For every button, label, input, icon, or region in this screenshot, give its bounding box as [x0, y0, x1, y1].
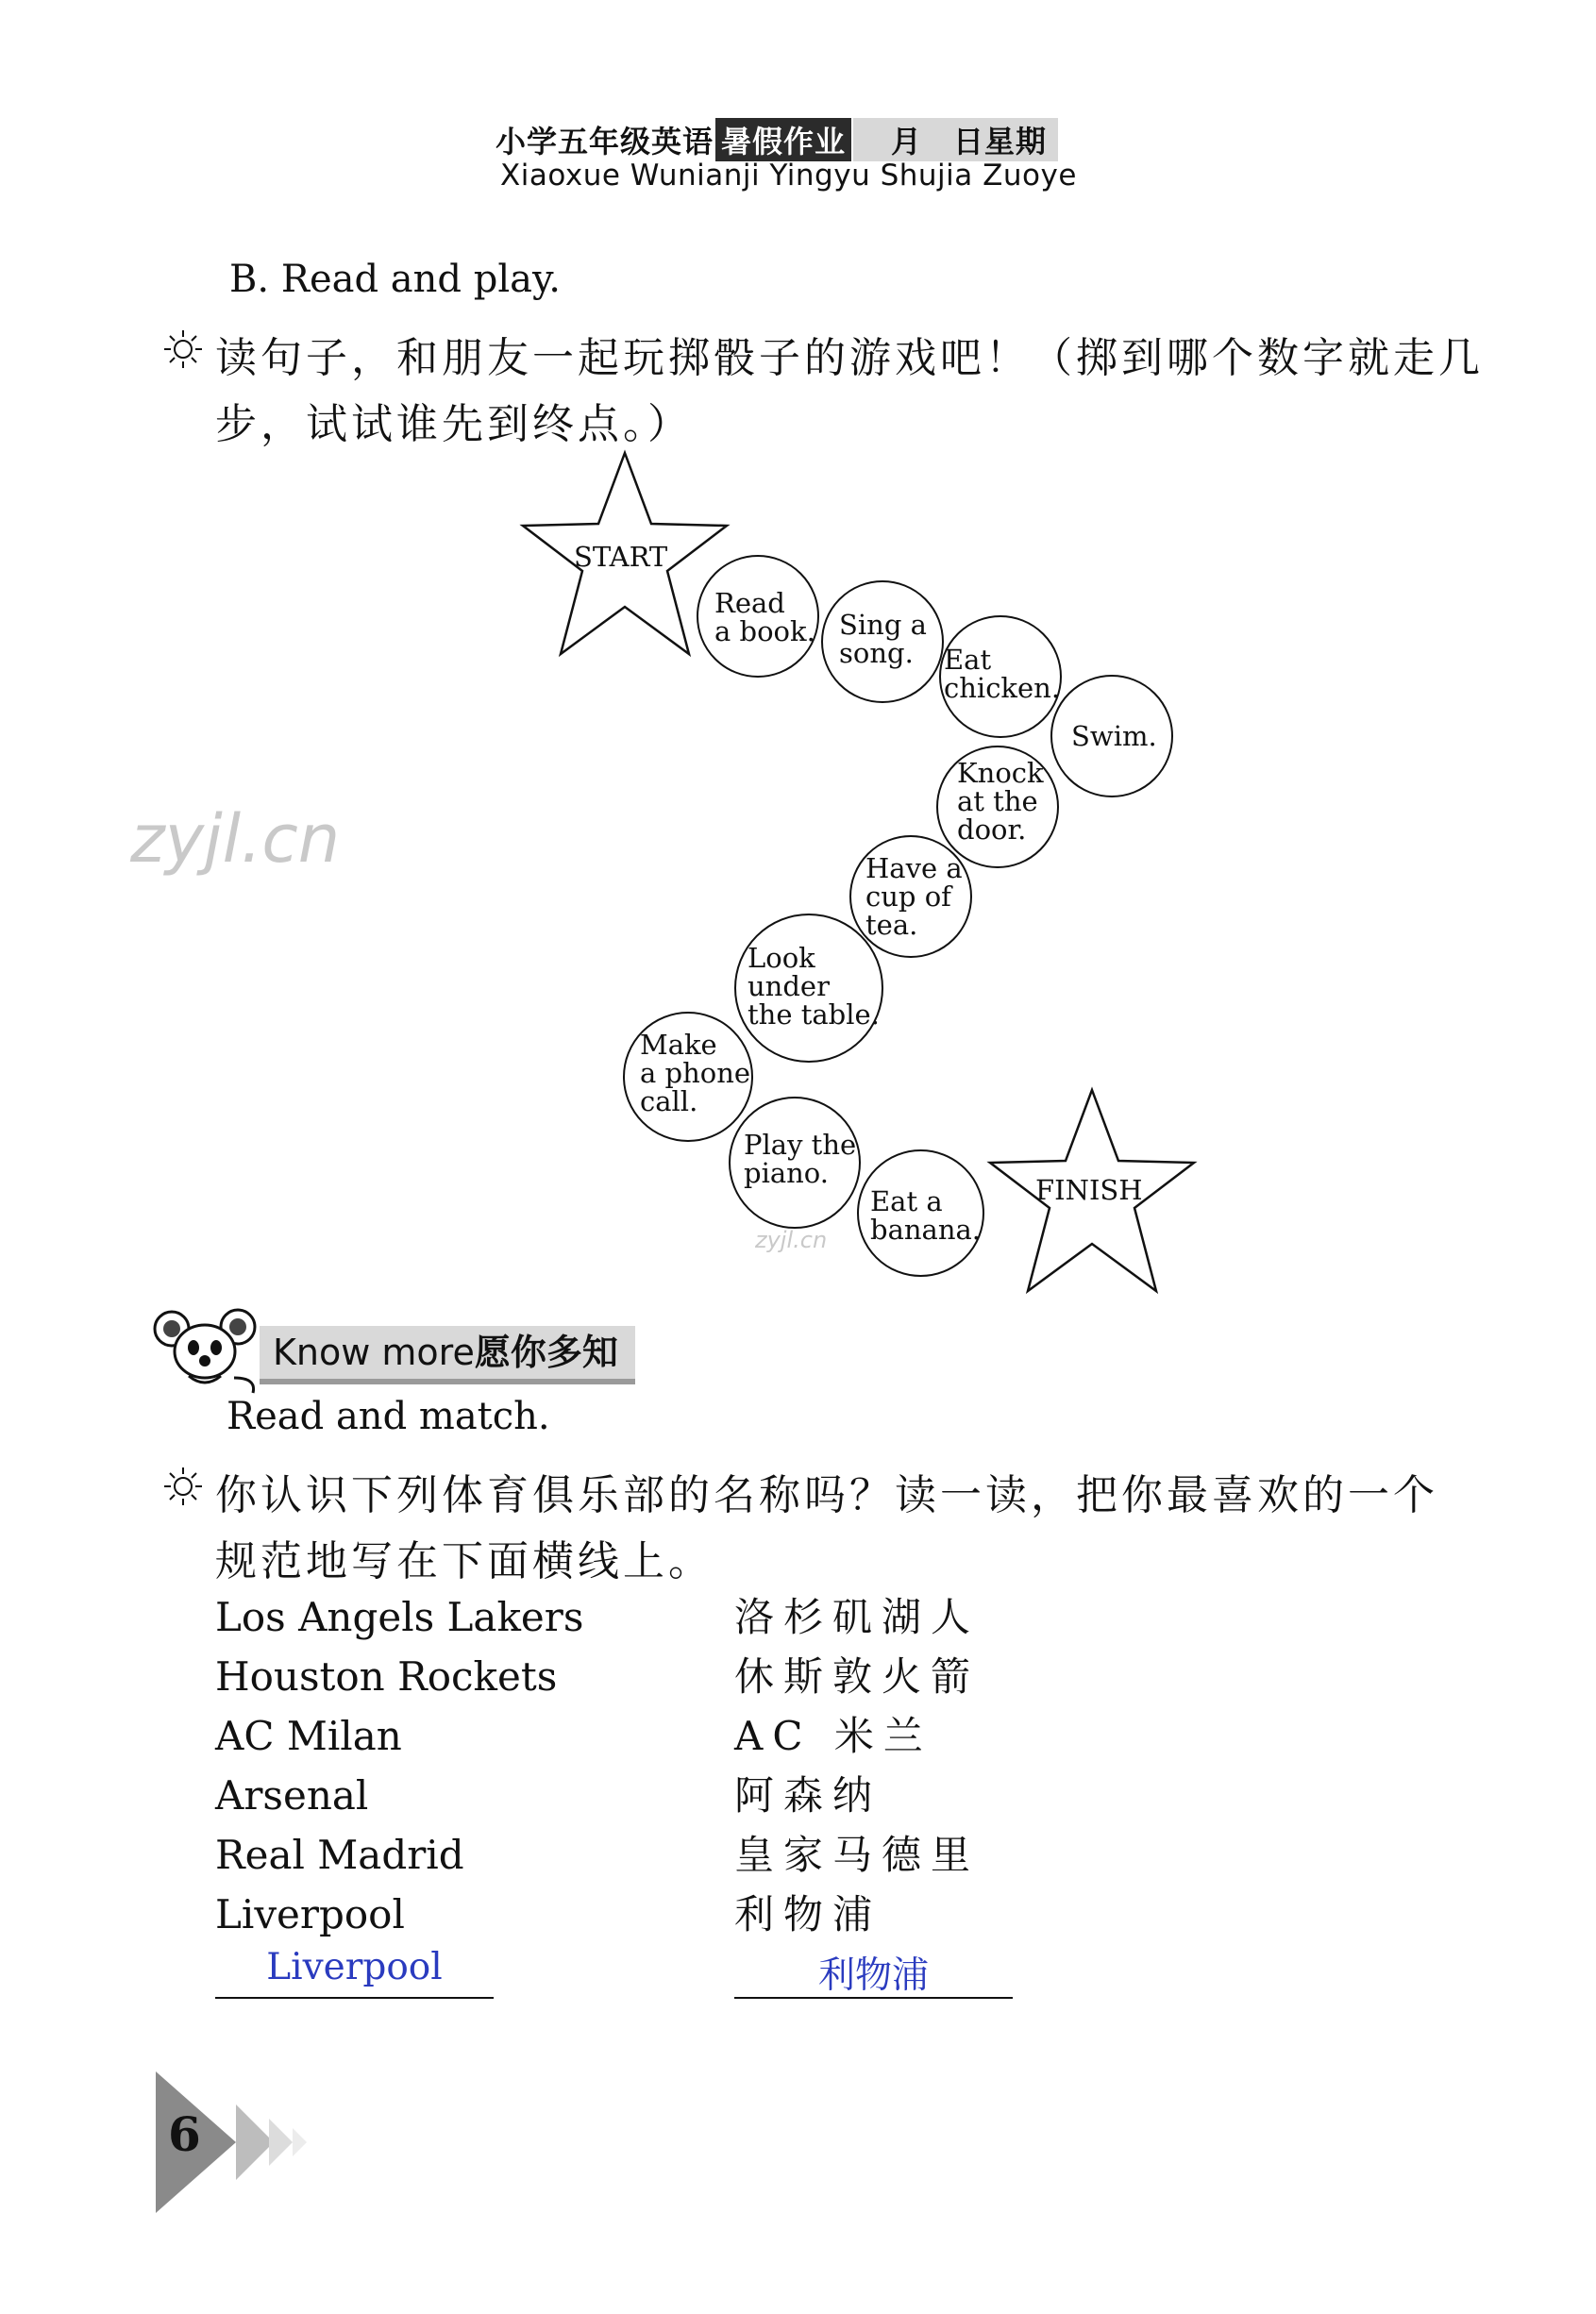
club-cn-item: 洛杉矶湖人 [734, 1594, 981, 1640]
header-title [496, 118, 1058, 161]
step-circle [623, 1012, 753, 1142]
finish-label: FINISH [1035, 1174, 1143, 1206]
step-label: Eat a banana. [870, 1185, 982, 1246]
step-label: Play the piano. [744, 1129, 857, 1189]
step-circle [936, 746, 1059, 868]
sun-icon [162, 328, 204, 370]
step-circle [849, 835, 972, 958]
club-en-item: Real Madrid [215, 1832, 464, 1878]
step-label: Read a book. [714, 587, 815, 647]
club-en-item: Los Angels Lakers [215, 1594, 584, 1640]
know-more-banner-cn: 愿你多知 [474, 1332, 618, 1373]
club-en-item: Houston Rockets [215, 1653, 558, 1700]
step-label: Eat chicken. [944, 644, 1061, 704]
step-circle [729, 1097, 861, 1229]
step-label: Knock at the door. [957, 757, 1044, 846]
header-title-box: 暑假作业 [715, 118, 851, 161]
club-cn-item: 休斯敦火箭 [734, 1653, 981, 1700]
watermark-large: zyjl.cn [130, 800, 341, 878]
club-cn-item: 皇家马德里 [734, 1832, 981, 1878]
know-more-banner-en: Know more [273, 1332, 475, 1373]
step-circle [1050, 675, 1173, 797]
mouse-mascot-icon [151, 1302, 264, 1397]
step-label: Make a phone call. [640, 1029, 751, 1117]
club-en-item: AC Milan [215, 1713, 402, 1759]
club-cn-item: 利物浦 [734, 1891, 882, 1937]
page-number: 6 [168, 2106, 201, 2162]
watermark-small: zyjl.cn [755, 1227, 828, 1253]
club-cn-item: AC 米兰 [734, 1713, 932, 1759]
know-more-instruction-line2: 规范地写在下面横线上。 [215, 1537, 714, 1585]
section-b-instruction-line1: 读句子，和朋友一起玩掷骰子的游戏吧！（掷到哪个数字就走几 [215, 334, 1484, 382]
clubs-cn-list [734, 1587, 980, 1944]
answer-en-underline [215, 1997, 494, 1999]
answer-cn: 利物浦 [817, 1954, 929, 1997]
section-b-instruction-line2: 步，试试谁先到终点。） [215, 400, 693, 448]
club-en-item: Arsenal [215, 1772, 369, 1819]
step-circle [734, 914, 883, 1063]
header-date-label: 月 日星期 [853, 118, 1058, 161]
step-circle [857, 1149, 984, 1277]
know-more-banner [260, 1326, 635, 1384]
answer-cn-underline [734, 1997, 1013, 1999]
section-b-title: B. Read and play. [229, 258, 561, 301]
club-cn-item: 阿森纳 [734, 1772, 882, 1819]
club-en-item: Liverpool [215, 1891, 405, 1937]
step-label: Sing a song. [839, 609, 927, 669]
clubs-en-list [215, 1587, 583, 1944]
answer-en: Liverpool [266, 1946, 443, 1988]
step-label: Swim. [1071, 720, 1157, 752]
header-pinyin: Xiaoxue Wunianji Yingyu Shujia Zuoye [500, 159, 1077, 193]
start-label: START [574, 541, 668, 573]
header-title-prefix: 小学五年级英语 [496, 124, 714, 159]
step-label: Have a cup of tea. [865, 852, 963, 941]
sun-icon [162, 1466, 204, 1507]
know-more-title: Read and match. [227, 1395, 550, 1438]
know-more-instruction-line1: 你认识下列体育俱乐部的名称吗？读一读，把你最喜欢的一个 [215, 1471, 1438, 1519]
step-circle [821, 580, 944, 703]
step-label: Look under the table. [748, 942, 880, 1031]
step-circle [939, 615, 1062, 738]
step-circle [697, 555, 819, 678]
